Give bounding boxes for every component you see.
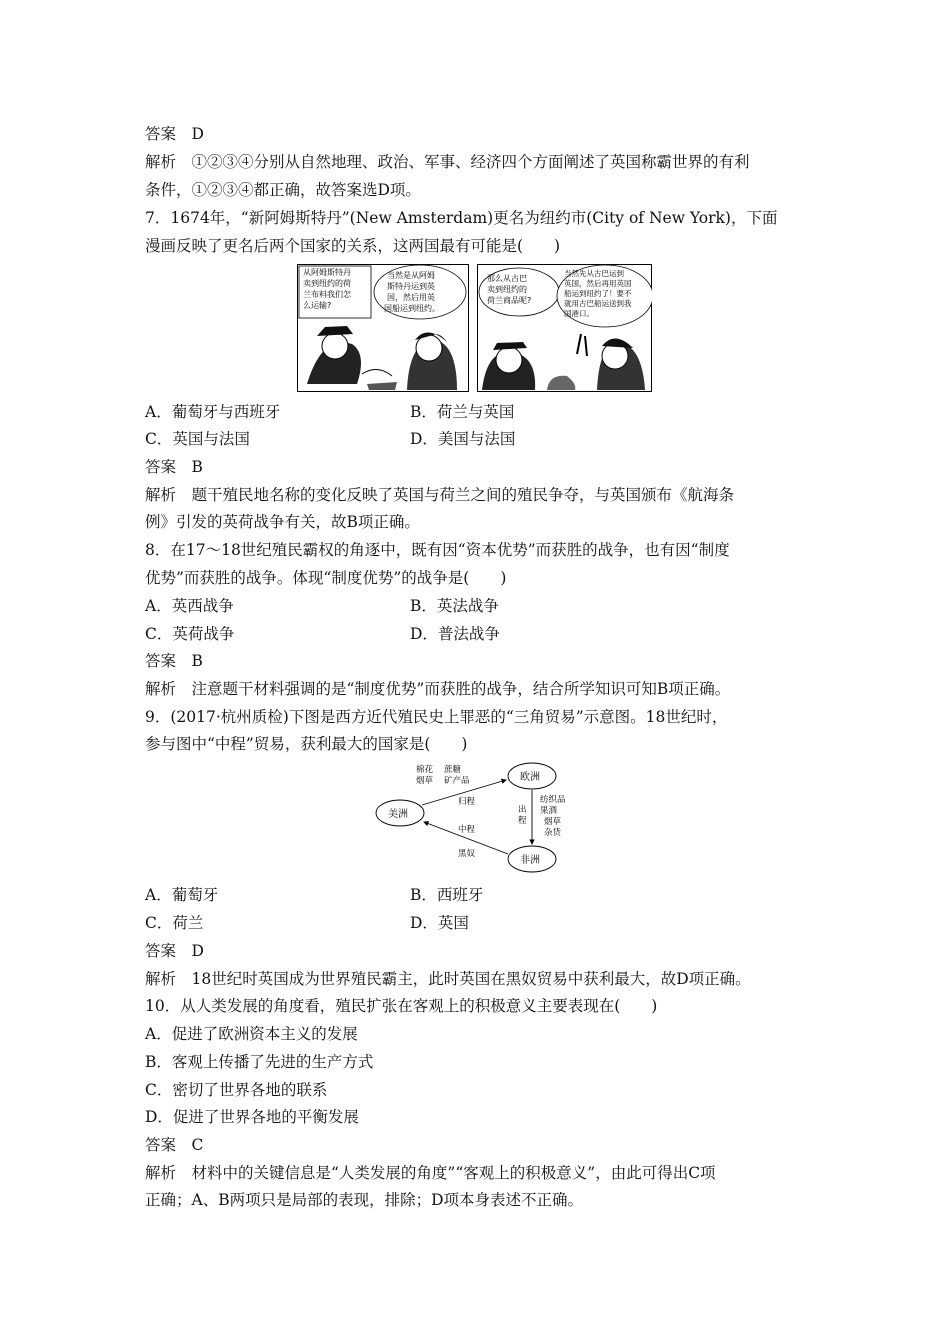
q8-analysis: 解析 注意题干材料强调的是“制度优势”而获胜的战争，结合所学知识可知B项正确。 bbox=[145, 680, 731, 698]
q6-analysis-line2: 条件，①②③④都正确，故答案选D项。 bbox=[145, 181, 421, 199]
label-outbound-leg: 出 程 bbox=[518, 805, 527, 826]
q7-stem-line1: 7．1674年，“新阿姆斯特丹”(New Amsterdam)更名为纽约市(City of New York)，下面 bbox=[145, 209, 778, 227]
q8-option-c: C．英荷战争 bbox=[145, 625, 235, 643]
q8-option-d: D．普法战争 bbox=[410, 625, 500, 643]
q7-answer: 答案 B bbox=[145, 458, 203, 476]
q7-option-c: C．英国与法国 bbox=[145, 430, 250, 448]
q9-option-d: D．英国 bbox=[410, 914, 469, 932]
q8-answer: 答案 B bbox=[145, 652, 203, 670]
q7-stem-line2: 漫画反映了更名后两个国家的关系，这两国最有可能是( ) bbox=[145, 237, 561, 255]
q8-stem-line1: 8．在17～18世纪殖民霸权的角逐中，既有因“资本优势”而获胜的战争，也有因“制度 bbox=[145, 541, 730, 559]
cartoon-bubble4: 当然先从古巴运到 英国，然后再用英国 船运到纽约了！要不 就用古巴船运送到我 国港口。 bbox=[564, 269, 632, 318]
q8-stem-line2: 优势”而获胜的战争。体现“制度优势”的战争是( ) bbox=[145, 569, 507, 587]
label-africa: 非洲 bbox=[520, 855, 540, 866]
q7-option-d: D．美国与法国 bbox=[410, 430, 516, 448]
label-europe: 欧洲 bbox=[520, 772, 540, 783]
q10-option-c: C．密切了世界各地的联系 bbox=[145, 1081, 328, 1099]
q8-option-b: B．英法战争 bbox=[410, 597, 499, 615]
label-america: 美洲 bbox=[388, 809, 408, 820]
q7-analysis-line2: 例》引发的英荷战争有关，故B项正确。 bbox=[145, 513, 420, 531]
q7-option-b: B．荷兰与英国 bbox=[410, 403, 515, 421]
q9-answer: 答案 D bbox=[145, 942, 204, 960]
label-return-leg: 归程 bbox=[458, 797, 476, 807]
q10-analysis-line1: 解析 材料中的关键信息是“人类发展的角度”“客观上的积极意义”，由此可得出C项 bbox=[145, 1164, 716, 1182]
q10-stem: 10．从人类发展的角度看，殖民扩张在客观上的积极意义主要表现在( ) bbox=[145, 997, 658, 1015]
q9-option-c: C．荷兰 bbox=[145, 914, 204, 932]
goods-to-europe-1: 棉花 烟草 bbox=[416, 765, 434, 786]
q7-option-a: A．葡萄牙与西班牙 bbox=[145, 403, 281, 421]
cartoon-bubble1: 从阿姆斯特丹 卖到纽约的荷 兰布料我们怎 么运输? bbox=[303, 268, 351, 310]
q10-analysis-line2: 正确；A、B两项只是局部的表现，排除；D项本身表述不正确。 bbox=[145, 1191, 584, 1209]
q9-stem-line1: 9．(2017·杭州质检)下图是西方近代殖民史上罪恶的“三角贸易”示意图。18世纪时， bbox=[145, 708, 728, 726]
q9-option-a: A．葡萄牙 bbox=[145, 886, 219, 904]
q9-triangle-trade-diagram bbox=[372, 760, 592, 875]
cartoon-bubble3: 那么从古巴 卖到纽约的 荷兰商品呢? bbox=[487, 274, 532, 305]
q9-stem-line2: 参与图中“中程”贸易，获利最大的国家是( ) bbox=[145, 735, 468, 753]
q6-analysis-line1: 解析 ①②③④分别从自然地理、政治、军事、经济四个方面阐述了英国称霸世界的有利 bbox=[145, 153, 750, 171]
q10-option-d: D．促进了世界各地的平衡发展 bbox=[145, 1108, 359, 1126]
goods-to-europe-2: 蔗糖 矿产品 bbox=[444, 765, 470, 786]
q10-answer: 答案 C bbox=[145, 1136, 204, 1154]
q8-option-a: A．英西战争 bbox=[145, 597, 234, 615]
q9-option-b: B．西班牙 bbox=[410, 886, 484, 904]
label-slaves: 黑奴 bbox=[458, 849, 476, 859]
q6-answer: 答案 D bbox=[145, 125, 204, 143]
q7-cartoon bbox=[297, 264, 652, 392]
q7-analysis-line1: 解析 题干殖民地名称的变化反映了英国与荷兰之间的殖民争夺，与英国颁布《航海条 bbox=[145, 486, 735, 504]
label-middle-leg: 中程 bbox=[458, 825, 476, 835]
q9-analysis: 解析 18世纪时英国成为世界殖民霸主，此时英国在黑奴贸易中获利最大，故D项正确。 bbox=[145, 970, 751, 988]
cartoon-bubble2: 当然是从阿姆 斯特丹运到英 国，然后用英 国船运到纽约。 bbox=[384, 271, 440, 313]
q10-option-b: B．客观上传播了先进的生产方式 bbox=[145, 1053, 374, 1071]
goods-to-africa: 纺织品 果酒 烟草 杂货 bbox=[540, 795, 566, 838]
q10-option-a: A．促进了欧洲资本主义的发展 bbox=[145, 1025, 358, 1043]
